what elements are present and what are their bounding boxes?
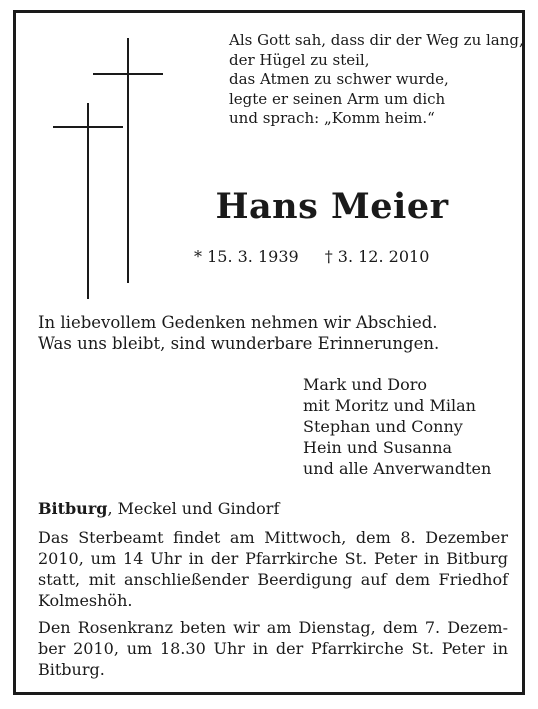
poem-line: Als Gott sah, dass dir der Weg zu lang, [229,31,524,49]
mourner-line: Mark und Doro [303,375,428,394]
notice-line: Den Rosenkranz beten wir am Dienstag, dem 7. Dezem- [38,618,508,637]
poem-line: das Atmen zu schwer wurde, [229,70,449,88]
death-date: † 3. 12. 2010 [324,247,430,266]
life-dates [194,247,429,266]
notice-line: Kolmeshöh. [38,591,133,610]
notice-line: ber 2010, um 18.30 Uhr in der Pfarrkirche St. Peter in [38,639,508,658]
notice-line: statt, mit anschließender Beerdigung auf dem Friedhof [38,570,508,589]
poem-line: und sprach: „Komm heim.“ [229,109,435,127]
funeral-notice [38,527,508,611]
mourners-list [303,374,491,479]
mourner-line: und alle Anverwandten [303,459,492,478]
farewell-line: Was uns bleibt, sind wunderbare Erinnerungen. [38,334,440,353]
notice-line: Das Sterbeamt findet am Mittwoch, dem 8. Dezember [38,528,508,547]
deceased-name: Hans Meier [215,186,449,227]
poem-line: der Hügel zu steil, [229,50,370,69]
rosary-notice [38,617,508,680]
mourner-line: Hein und Susanna [303,438,453,457]
notice-line: 2010, um 14 Uhr in der Pfarrkirche St. Peter in Bitburg [38,549,508,568]
obituary-frame [13,10,525,695]
farewell-line: In liebevollem Gedenken nehmen wir Abschied. [38,313,438,332]
notice-line: Bitburg. [38,660,105,679]
place-line [38,499,279,518]
poem [229,31,524,129]
mourner-line: mit Moritz und Milan [303,396,476,415]
poem-line: legte er seinen Arm um dich [229,89,446,108]
mourner-line: Stephan und Conny [303,417,463,436]
birth-date: * 15. 3. 1939 [194,247,299,266]
place-rest: , Meckel und Gindorf [107,499,280,518]
farewell-text [38,312,439,354]
place-city: Bitburg [38,499,108,518]
